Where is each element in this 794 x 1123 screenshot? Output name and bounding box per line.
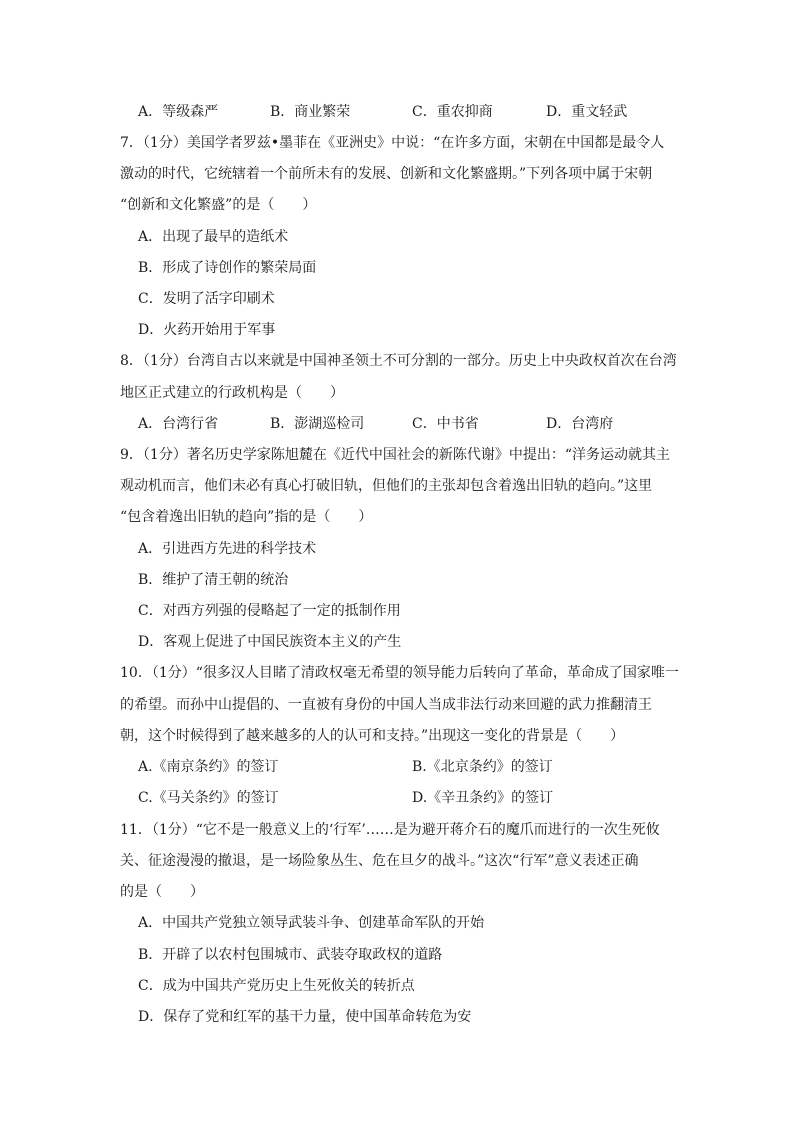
q11-option-a: A．中国共产党独立领导武装斗争、创建革命军队的开始 (138, 915, 485, 931)
q8-option-c: C．中书省 (412, 416, 479, 432)
q6-option-c: C．重农抑商 (412, 104, 493, 120)
q9-option-c: C．对西方列强的侵略起了一定的抵制作用 (138, 603, 401, 619)
q8-stem-line-1: 8．（1分）台湾自古以来就是中国神圣领土不可分割的一部分。历史上中央政权首次在台湾 (120, 353, 677, 369)
q7-option-d: D．火药开始用于军事 (138, 322, 276, 338)
q10-option-b: B.《北京条约》的签订 (412, 759, 553, 775)
q10-stem-line-1: 10．（1分）“很多汉人目睹了清政权毫无希望的领导能力后转向了革命，革命成了国家唯一 (120, 665, 679, 681)
q9-stem-line-2: 观动机而言，他们未必有真心打破旧轨，但他们的主张却包含着逸出旧轨的趋向。”这里 (120, 478, 653, 494)
q7-stem-line-2: 激动的时代，它统辖着一个前所未有的发展、创新和文化繁盛期。”下列各项中属于宋朝 (120, 166, 653, 182)
q8-option-d: D．台湾府 (546, 416, 614, 432)
q6-option-d: D．重文轻武 (546, 104, 628, 120)
q7-stem-line-3: “创新和文化繁盛”的是（ ） (120, 197, 317, 213)
q10-options-row-1 (0, 756, 794, 778)
q9-stem-line-1: 9．（1分）著名历史学家陈旭麓在《近代中国社会的新陈代谢》中提出：“洋务运动就其主 (120, 447, 670, 463)
q11-option-d: D．保存了党和红军的基干力量，使中国革命转危为安 (138, 1009, 472, 1025)
q11-stem-line-3: 的是（ ） (120, 884, 204, 900)
q7-option-b: B．形成了诗创作的繁荣局面 (138, 260, 317, 276)
q9-option-d: D．客观上促进了中国民族资本主义的产生 (138, 634, 402, 650)
q11-stem-line-2: 关、征途漫漫的撤退，是一场险象丛生、危在旦夕的战斗。”这次“行军”意义表述正确 (120, 853, 639, 869)
q8-stem-line-2: 地区正式建立的行政机构是（ ） (120, 385, 344, 401)
q7-option-c: C．发明了活字印刷术 (138, 291, 275, 307)
q10-options-row-2 (0, 787, 794, 809)
q8-option-b: B．澎湖巡检司 (270, 416, 365, 432)
q7-stem-line-1: 7．（1分）美国学者罗兹•墨菲在《亚洲史》中说：“在许多方面，宋朝在中国都是最令人 (120, 135, 665, 151)
q10-stem-line-2: 的希望。而孙中山提倡的、一直被有身份的中国人当成非法行动来回避的武力推翻清王 (120, 697, 652, 713)
q10-stem-line-3: 朝，这个时候得到了越来越多的人的认可和支持。”出现这一变化的背景是（ ） (120, 728, 625, 744)
q9-option-b: B．维护了清王朝的统治 (138, 572, 289, 588)
q11-option-b: B．开辟了以农村包围城市、武装夺取政权的道路 (138, 947, 443, 963)
q10-option-c: C.《马关条约》的签订 (138, 790, 279, 806)
q8-options (0, 413, 794, 435)
q10-option-d: D.《辛丑条约》的签订 (412, 790, 554, 806)
q11-option-c: C．成为中国共产党历史上生死攸关的转折点 (138, 978, 415, 994)
q8-option-a: A．台湾行省 (138, 416, 219, 432)
q9-option-a: A．引进西方先进的科学技术 (138, 541, 317, 557)
q6-options (0, 101, 794, 123)
q6-option-b: B．商业繁荣 (270, 104, 351, 120)
q11-stem-line-1: 11．（1分）“它不是一般意义上的‘行军’……是为避开蒋介石的魔爪而进行的一次生死攸 (120, 822, 660, 838)
q7-option-a: A．出现了最早的造纸术 (138, 229, 289, 245)
q10-option-a: A.《南京条约》的签订 (138, 759, 279, 775)
q9-stem-line-3: “包含着逸出旧轨的趋向”指的是（ ） (120, 509, 373, 525)
q6-option-a: A．等级森严 (138, 104, 219, 120)
